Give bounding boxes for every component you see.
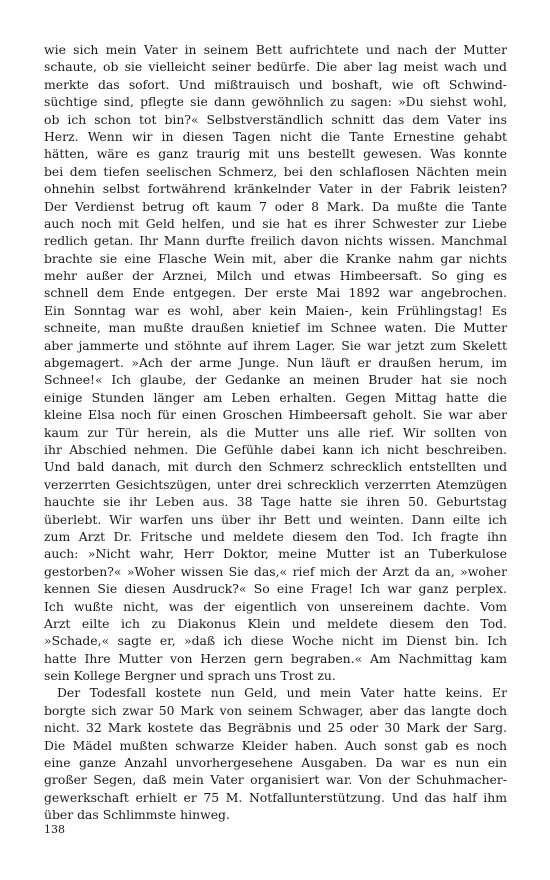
- text-line: Arzt eilte ich zu Diakonus Klein und meldete diesem den Tod.: [44, 615, 507, 631]
- text-line: verzerrten Gesichtszügen, unter drei schrecklich verzerrten Atemzügen: [44, 476, 507, 492]
- text-line: einige Stunden länger am Leben erhalten. Gegen Mittag hatte die: [44, 389, 507, 405]
- paragraph-first-line: Der Todesfall kostete nun Geld, und mein Vater hatte keins. Er: [57, 685, 507, 701]
- text-line: merkte das sofort. Und mißtrauisch und boshaft, wie oft Schwind-: [44, 76, 507, 92]
- text-line: wie sich mein Vater in seinem Bett aufrichtete und nach der Mutter: [44, 42, 507, 57]
- text-line: auch: »Nicht wahr, Herr Doktor, meine Mutter ist an Tuberkulose: [44, 546, 507, 562]
- text-line: abgemagert. »Ach der arme Junge. Nun läuft er draußen herum, im: [44, 355, 507, 371]
- text-line: Ein Sonntag war es wohl, aber kein Maien-, kein Frühlingstag! Es: [44, 302, 507, 318]
- text-line: »Schade,« sagte er, »daß ich diese Woche nicht im Dienst bin. Ich: [44, 633, 507, 649]
- text-line: Und bald danach, mit durch den Schmerz schrecklich entstellten und: [44, 459, 507, 475]
- text-line: eine ganze Anzahl unvorhergesehene Ausgaben. Da war es nun ein: [44, 755, 507, 771]
- text-line: schneite, man mußte draußen knietief im Schnee waten. Die Mutter: [44, 320, 507, 336]
- text-line: redlich getan. Ihr Mann durfte freilich davon nichts wissen. Manchmal: [44, 233, 507, 249]
- text-line: borgte sich zwar 50 Mark von seinem Schwager, aber das langte doch: [44, 702, 507, 718]
- text-line: Ich wußte nicht, was der eigentlich von unsereinem dachte. Vom: [44, 598, 507, 614]
- text-line: süchtige sind, pflegte sie dann gewöhnlich zu sagen: »Du siehst wohl,: [44, 94, 507, 110]
- text-line: nicht. 32 Mark kostete das Begräbnis und 25 oder 30 Mark der Sarg.: [44, 720, 507, 736]
- text-line: kennen Sie diesen Ausdruck?« So eine Frage! Ich war ganz perplex.: [44, 581, 507, 597]
- text-line: kaum zur Tür herein, als die Mutter uns alle rief. Wir sollten von: [44, 424, 507, 440]
- text-line: ob ich schon tot bin?« Selbstverständlich schnitt das dem Vater ins: [44, 111, 507, 127]
- text-line: Herz. Wenn wir in diesen Tagen nicht die Tante Ernestine gehabt: [44, 128, 507, 144]
- text-line: Schnee!« Ich glaube, der Gedanke an meinen Bruder hat sie noch: [44, 372, 507, 388]
- text-line: hauchte sie ihr Leben aus. 38 Tage hatte sie ihren 50. Geburtstag: [44, 494, 507, 510]
- text-line: zum Arzt Dr. Fritsche und meldete diesem den Tod. Ich fragte ihn: [44, 528, 507, 544]
- text-line: brachte sie eine Flasche Wein mit, aber die Kranke nahm gar nichts: [44, 250, 507, 266]
- text-line: mehr außer der Arznei, Milch und etwas Himbeersaft. So ging es: [44, 268, 507, 284]
- text-line: schaute, ob sie vielleicht seiner bedürfe. Die aber lag meist wach und: [44, 59, 507, 75]
- page-number: 138: [44, 823, 65, 836]
- text-line: bei dem tiefen seelischen Schmerz, bei den schlaflosen Nächten mein: [44, 163, 507, 179]
- text-line: hatte Ihre Mutter von Herzen gern begraben.« Am Nachmittag kam: [44, 650, 507, 666]
- body-text: [44, 41, 507, 824]
- text-line: ihr Abschied nehmen. Die Gefühle dabei kann ich nicht beschreiben.: [44, 441, 507, 457]
- text-line: schnell dem Ende entgegen. Der erste Mai 1892 war angebrochen.: [44, 285, 507, 301]
- text-line: Die Mädel mußten schwarze Kleider haben. Auch sonst gab es noch: [44, 737, 507, 753]
- text-line: Der Verdienst betrug oft kaum 7 oder 8 Mark. Da mußte die Tante: [44, 198, 507, 214]
- paragraph-end-line: über das Schlimmste hinweg.: [44, 807, 230, 823]
- paragraph-end-line: sein Kollege Bergner und sprach uns Trost zu.: [44, 668, 336, 684]
- text-line: überlebt. Wir warfen uns über ihr Bett und weinten. Dann eilte ich: [44, 511, 507, 527]
- text-line: kleine Elsa noch für einen Groschen Himbeersaft geholt. Sie war aber: [44, 407, 507, 423]
- text-line: gestorben?« »Woher wissen Sie das,« rief mich der Arzt da an, »woher: [44, 563, 507, 579]
- text-line: auch noch mit Geld helfen, und sie hat es ihrer Schwester zur Liebe: [44, 215, 507, 231]
- text-line: hätten, wäre es ganz traurig mit uns bestellt gewesen. Was konnte: [44, 146, 507, 162]
- text-line: gewerkschaft erhielt er 75 M. Notfallunterstützung. Und das half ihm: [44, 789, 507, 805]
- text-line: ohnehin selbst fortwährend kränkelnder Vater in der Fabrik leisten?: [44, 181, 507, 197]
- text-line: aber jammerte und stöhnte auf ihrem Lager. Sie war jetzt zum Skelett: [44, 337, 507, 353]
- text-line: großer Segen, daß mein Vater organisiert war. Von der Schuhmacher-: [44, 772, 507, 788]
